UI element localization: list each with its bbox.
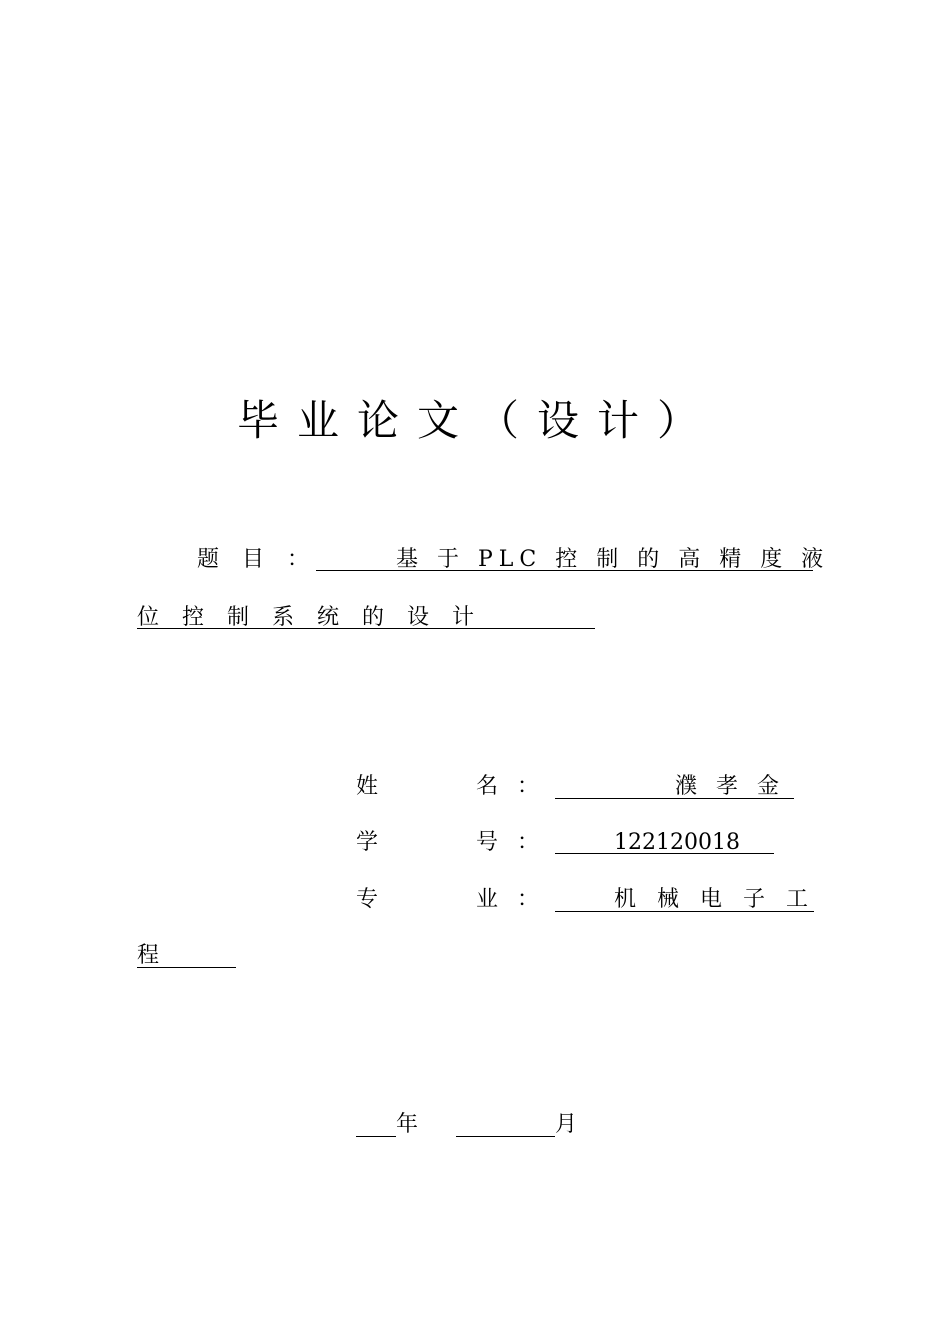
name-label-first: 姓 bbox=[356, 774, 379, 799]
topic-line-2: 位 控 制 系 统 的 设 计 bbox=[137, 605, 482, 630]
major-label-first: 专 bbox=[356, 887, 379, 912]
major-underline-2 bbox=[137, 967, 236, 968]
id-label-first: 学 bbox=[356, 830, 379, 855]
page-title: 毕业论文（设计） bbox=[237, 396, 718, 445]
topic-underline-2 bbox=[137, 628, 595, 629]
topic-line-1: 基 于 PLC 控 制 的 高 精 度 液 bbox=[396, 547, 830, 572]
id-label-second: 号 ： bbox=[476, 830, 545, 855]
major-label-second: 业 ： bbox=[476, 887, 545, 912]
month-blank bbox=[456, 1136, 555, 1137]
month-label: 月 bbox=[555, 1112, 578, 1137]
name-label-second: 名 ： bbox=[476, 774, 545, 799]
topic-label: 题 目 ： bbox=[197, 547, 317, 572]
year-blank bbox=[356, 1136, 396, 1137]
year-label: 年 bbox=[396, 1112, 419, 1137]
major-value-line-1: 机 械 电 子 工 bbox=[614, 887, 815, 912]
major-value-line-2: 程 bbox=[137, 943, 160, 968]
name-value: 濮 孝 金 bbox=[675, 774, 785, 799]
id-value: 122120018 bbox=[614, 830, 740, 855]
